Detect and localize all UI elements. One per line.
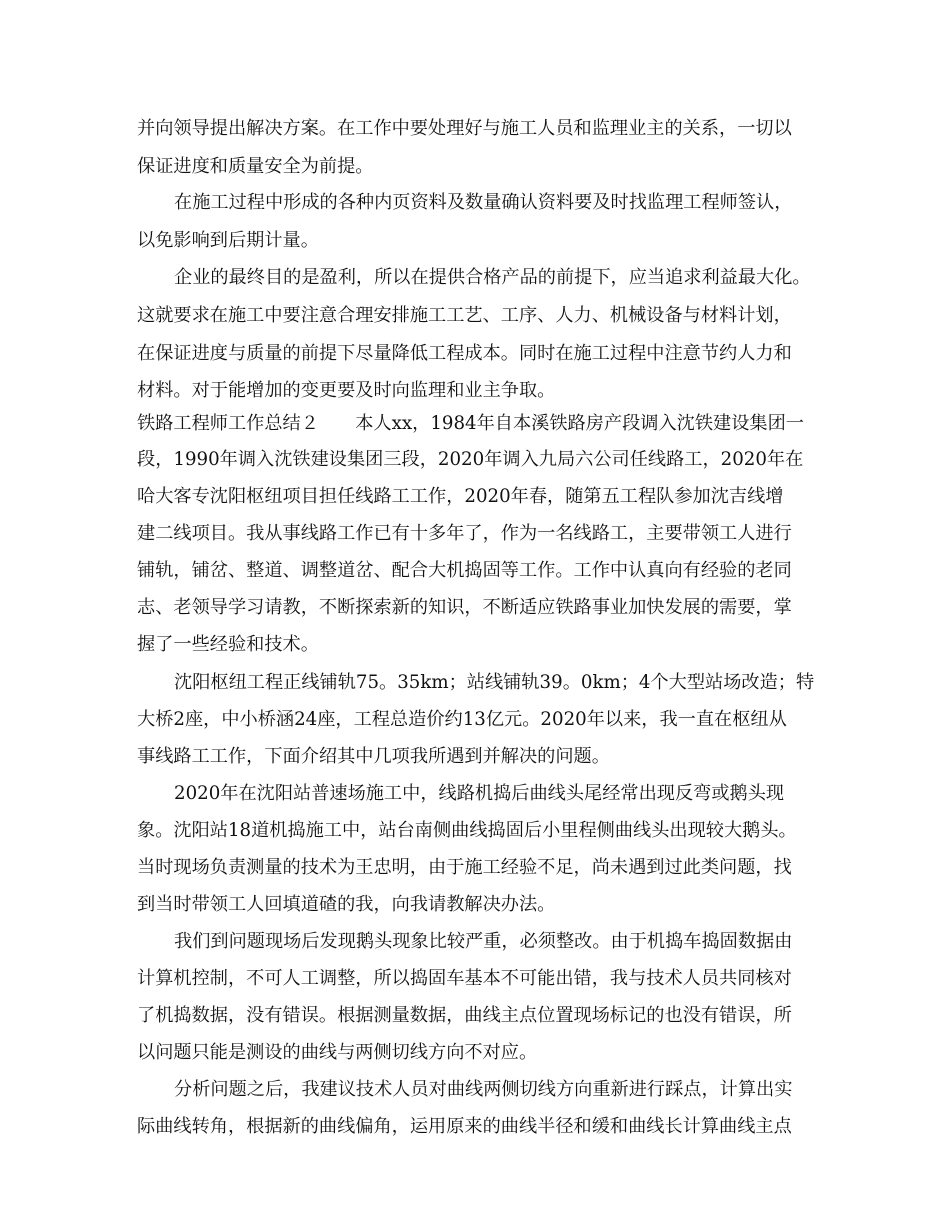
text-line: 握了一些经验和技术。 — [137, 634, 319, 655]
text-line: 事线路工工作，下面介绍其中几项我所遇到并解决的问题。 — [137, 746, 610, 767]
text-line: 到当时带领工人回填道碴的我，向我请教解决办法。 — [137, 894, 556, 915]
paragraph-first-line: 分析问题之后，我建议技术人员对曲线两侧切线方向重新进行踩点，计算出实 — [174, 1079, 793, 1100]
text-line: 哈大客专沈阳枢纽项目担任线路工工作，2020年春，随第五工程队参加沈吉线增 — [137, 486, 784, 507]
section-heading-line: 铁路工程师工作总结２ 本人xx，1984年自本溪铁路房产段调入沈铁建设集团一 — [137, 413, 804, 434]
text-line: 了机捣数据，没有错误。根据测量数据，曲线主点位置现场标记的也没有错误，所 — [137, 1005, 792, 1026]
text-line: 际曲线转角，根据新的曲线偏角，运用原来的曲线半径和缓和曲线长计算曲线主点 — [137, 1116, 792, 1137]
text-line: 计算机控制，不可人工调整，所以捣固车基本不可能出错，我与技术人员共同核对 — [137, 968, 792, 989]
text-line: 以免影响到后期计量。 — [137, 230, 319, 251]
text-line: 象。沈阳站18道机捣施工中，站台南侧曲线捣固后小里程侧曲线头出现较大鹅头。 — [137, 820, 797, 841]
text-line: 材料。对于能增加的变更要及时向监理和业主争取。 — [137, 380, 556, 401]
text-line: 段，1990年调入沈铁建设集团三段，2020年调入九局六公司任线路工，2020年在 — [137, 449, 804, 470]
text-line: 以问题只能是测设的曲线与两侧切线方向不对应。 — [137, 1042, 538, 1063]
text-line: 在保证进度与质量的前提下尽量降低工程成本。同时在施工过程中注意节约人力和 — [137, 343, 792, 364]
text-line: 建二线项目。我从事线路工作已有十多年了，作为一名线路工，主要带领工人进行 — [137, 523, 792, 544]
paragraph-first-line: 在施工过程中形成的各种内页资料及数量确认资料要及时找监理工程师签认， — [174, 192, 793, 213]
text-line: 并向领导提出解决方案。在工作中要处理好与施工人员和监理业主的关系，一切以 — [137, 118, 792, 139]
paragraph-first-line: 我们到问题现场后发现鹅头现象比较严重，必须整改。由于机捣车捣固数据由 — [174, 931, 793, 952]
paragraph-first-line: 沈阳枢纽工程正线铺轨75。35km；站线铺轨39。0km；4个大型站场改造；特 — [174, 672, 815, 693]
text-line: 铺轨，铺岔、整道、调整道岔、配合大机捣固等工作。工作中认真向有经验的老同 — [137, 560, 792, 581]
text-line: 当时现场负责测量的技术为王忠明，由于施工经验不足，尚未遇到过此类问题，找 — [137, 857, 792, 878]
text-line: 志、老领导学习请教，不断探索新的知识，不断适应铁路事业加快发展的需要，掌 — [137, 597, 792, 618]
text-line: 保证进度和质量安全为前提。 — [137, 156, 374, 177]
paragraph-first-line: 企业的最终目的是盈利，所以在提供合格产品的前提下，应当追求利益最大化。 — [174, 267, 811, 288]
text-line: 大桥2座，中小桥涵24座，工程总造价约13亿元。2020年以来，我一直在枢纽从 — [137, 709, 787, 730]
text-line: 这就要求在施工中要注意合理安排施工工艺、工序、人力、机械设备与材料计划， — [137, 305, 792, 326]
paragraph-first-line: 2020年在沈阳站普速场施工中，线路机捣后曲线头尾经常出现反弯或鹅头现 — [174, 783, 785, 804]
